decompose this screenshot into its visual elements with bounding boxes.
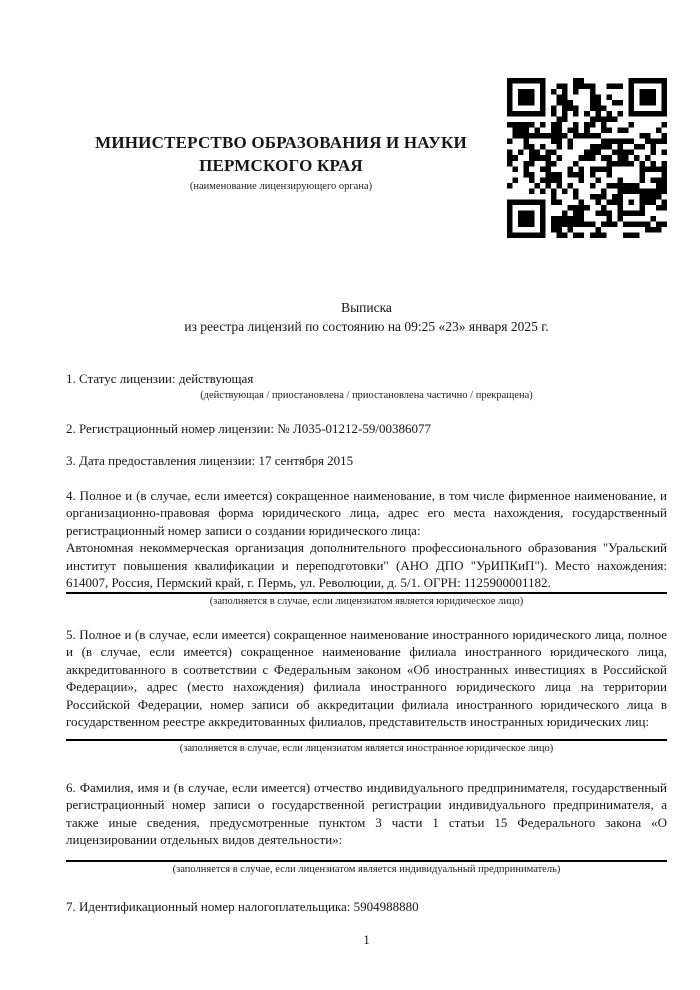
foreign-entity-caption: (заполняется в случае, если лицензиатом является иностранное юридическое лицо) <box>179 742 554 754</box>
page-number: 1 <box>363 932 370 947</box>
legal-entity-label: 4. Полное и (в случае, если имеется) сокращенное наименование, в том числе фирменное наименование, и организационно-правовая форма юридического лица, адрес его места нахождения, государственный регистрационный номер записи о создании юридического лица: <box>66 487 667 538</box>
item-taxpayer-number <box>66 898 667 916</box>
document-footer <box>66 931 667 948</box>
ministry-name-line1: МИНИСТЕРСТВО ОБРАЗОВАНИЯ И НАУКИ <box>95 133 467 152</box>
legal-entity-caption: (заполняется в случае, если лицензиатом является юридическое лицо) <box>209 595 524 607</box>
item-individual-entrepreneur <box>66 779 667 877</box>
license-date-text: 3. Дата предоставления лицензии: 17 сентября 2015 <box>66 453 354 468</box>
item-license-date <box>66 452 667 470</box>
item-foreign-entity <box>66 626 667 756</box>
qr-code <box>507 78 667 238</box>
item-registration-number <box>66 420 667 438</box>
ministry-caption: (наименование лицензирующего органа) <box>189 181 373 192</box>
taxpayer-number-text: 7. Идентификационный номер налогоплательщика: 5904988880 <box>66 898 419 914</box>
item-legal-entity <box>66 487 667 609</box>
individual-entrepreneur-label: 6. Фамилия, имя и (в случае, если имеется) отчество индивидуального предпринимателя, государственный регистрационный номер записи о государственной регистрации индивидуального предпринимателя, а также иные сведения, предусмотренные пунктом 3 части 1 статьи 15 Федерального закона «О лицензировании отдельных видов деятельности»: <box>66 779 667 847</box>
ministry-name-line2: ПЕРМСКОГО КРАЯ <box>199 156 363 175</box>
registration-number-text: 2. Регистрационный номер лицензии: № Л035-01212-59/00386077 <box>66 420 432 436</box>
license-status-caption: (действующая / приостановлена / приостановлена частично / прекращена) <box>200 389 533 401</box>
document-body <box>66 246 667 948</box>
foreign-entity-label: 5. Полное и (в случае, если имеется) сокращенное наименование иностранного юридического лица, полное и (в случае, если имеется) сокращенное наименование филиала иностранного юридического лица, аккредитованного в соответствии с Федеральным законом «Об иностранных инвестициях в Российской Федерации», адрес (место нахождения) филиала иностранного юридического лица на территории Российской Федерации, номер записи об аккредитации филиала иностранного юридического лица в государственном реестре аккредитованных филиалов, представительств иностранных юридических лиц: <box>66 626 667 729</box>
document-subtitle: из реестра лицензий по состоянию на 09:25 «23» января 2025 г. <box>184 319 549 334</box>
document-header <box>66 0 667 246</box>
individual-entrepreneur-caption: (заполняется в случае, если лицензиатом является индивидуальный предприниматель) <box>172 863 561 875</box>
title-block <box>66 246 667 336</box>
legal-entity-value: Автономная некоммерческая организация дополнительного профессионального образования "Уральский институт повышения квалификации и переподготовки" (АНО ДПО "УрИПКиП"). Место нахождения: 614007, Россия, Пермский край, г. Пермь, ул. Революции, д. 5/1. ОГРН: 1125900001182. <box>66 540 667 590</box>
license-status-text: 1. Статус лицензии: действующая <box>66 371 254 386</box>
licensing-authority-block <box>66 131 496 194</box>
item-license-status <box>66 370 667 403</box>
document-title: Выписка <box>341 300 392 315</box>
